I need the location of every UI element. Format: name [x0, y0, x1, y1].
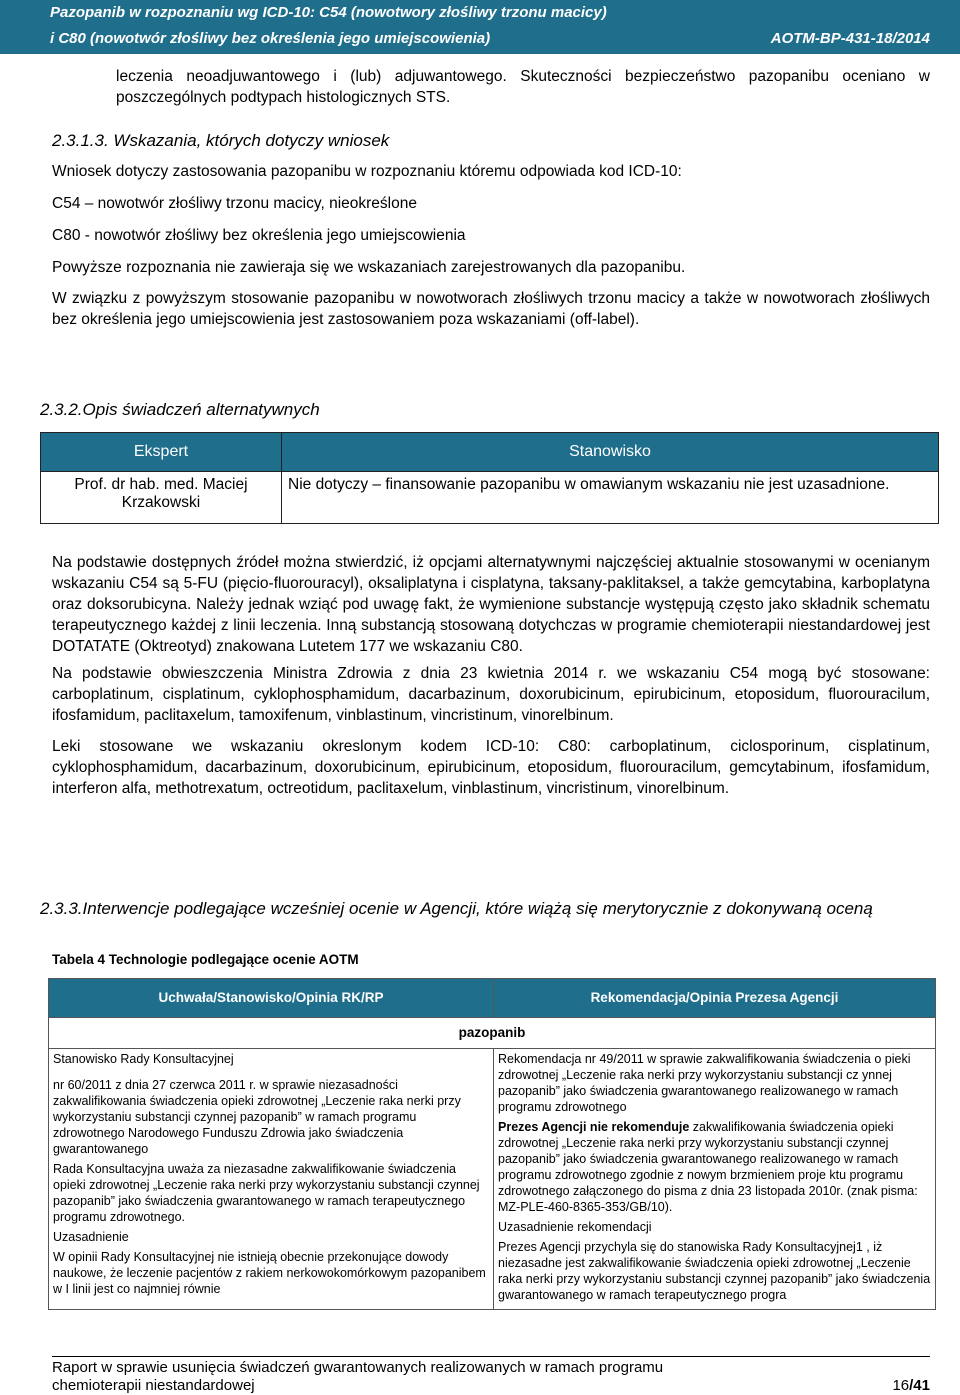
- rk-title: Stanowisko Rady Konsultacyjnej: [53, 1052, 234, 1066]
- page-total: /41: [909, 1377, 930, 1394]
- rk-justification: W opinii Rady Konsultacyjnej nie istnieją obecnie przekonujące dowody naukowe, że leczenie pacjentów z rakiem nerkowokomórkowym pazopanibem w I linii jest co najmniej równie: [53, 1250, 486, 1296]
- rk-justification-label: Uzasadnienie: [53, 1230, 129, 1244]
- section-2-3-2-heading: 2.3.2.Opis świadczeń alternatywnych: [40, 400, 320, 419]
- c54-line: C54 – nowotwór złośliwy trzonu macicy, nieokreślone: [52, 195, 417, 212]
- recommendation-decision: [498, 1119, 931, 1215]
- page-footer: [52, 1356, 930, 1395]
- header-report-code: AOTM-BP-431-18/2014: [770, 30, 930, 47]
- recommendation-justification: Prezes Agencji przychyla się do stanowiska Rady Konsultacyjnej1 , iż niezasadne jest zakwalifikowanie świadczenia opieki zdrowotnej „Leczenie raka nerki przy wykorzystaniu substancji czynnej pazopanib” jako świadczenia gwarantowanego w ramach terapeutycznego progra: [498, 1240, 931, 1302]
- intro-paragraph: leczenia neoadjuwantowego i (lub) adjuwantowego. Skuteczności bezpieczeństwo pazopanibu oceniano w poszczególnych podtypach histologicznych STS.: [116, 68, 930, 106]
- page-header: [0, 0, 960, 54]
- section-2-3-3-heading: 2.3.3.Interwencje podlegające wcześniej ocenie w Agencji, które wiążą się merytorycznie z dokonywaną oceną: [40, 899, 873, 918]
- c80-drugs-paragraph: Leki stosowane we wskazaniu okreslonym kodem ICD-10: C80: carboplatinum, ciclosporinum, cisplatinum, cyklophosphamidum, dacarbazinum, doxorubicinum, epirubicinum, etoposidum, fluorouracilum, gemcytabinum, ifosfamidum, interferon alfa, methotrexatum, octreotidum, paclitaxelum, vinblastinum, vincristinum, vinorelbinum.: [52, 738, 930, 797]
- rk-opinion-cell: [49, 1049, 494, 1310]
- expert-opinion: Nie dotyczy – finansowanie pazopanibu w omawianym wskazaniu nie jest uzasadnione.: [282, 472, 939, 524]
- c80-line: C80 - nowotwór złośliwy bez określenia jego umiejscowienia: [52, 227, 466, 244]
- section-2-3-1-3-heading: 2.3.1.3. Wskazania, których dotyczy wniosek: [52, 131, 390, 150]
- footer-line1: Raport w sprawie usunięcia świadczeń gwarantowanych realizowanych w ramach programu: [52, 1359, 664, 1376]
- page-number: [892, 1377, 930, 1395]
- header-title-line1: Pazopanib w rozpoznaniu wg ICD-10: C54 (nowotwory złośliwy trzonu macicy): [50, 4, 607, 21]
- off-label-note: Powyższe rozpoznania nie zawieraja się we wskazaniach zarejestrowanych dla pazopanibu.: [52, 259, 686, 276]
- drug-name-row: pazopanib: [49, 1018, 936, 1049]
- footer-line2: chemioterapii niestandardowej: [52, 1377, 255, 1394]
- wniosek-paragraph: Wniosek dotyczy zastosowania pazopanibu w rozpoznaniu któremu odpowiada kod ICD-10:: [52, 163, 682, 180]
- alternatives-text: [52, 552, 930, 799]
- rk-column-header: Uchwała/Stanowisko/Opinia RK/RP: [49, 979, 494, 1018]
- header-title-line2: i C80 (nowotwór złośliwy bez określenia jego umiejscowienia): [50, 30, 491, 47]
- rk-statement: Rada Konsultacyjna uważa za niezasadne zakwalifikowanie świadczenia opieki zdrowotnej „Leczenie raka nerki przy wykorzystaniu substancji czynnej pazopanib” jako świadczenia gwarantowanego w ramach terapeutycznego programu zdrowotnego.: [53, 1162, 480, 1224]
- aotm-technologies-table: [48, 978, 936, 1310]
- main-content: [52, 66, 930, 330]
- expert-column-header: Ekspert: [41, 433, 282, 472]
- president-recommendation-cell: [494, 1049, 936, 1310]
- minister-announcement-paragraph: Na podstawie obwieszczenia Ministra Zdrowia z dnia 23 kwietnia 2014 r. we wskazaniu C54 mogą być stosowane: carboplatinum, cisplatinum, cyklophosphamidum, dacarbazinum, doxorubicinum, epirubicinum, etoposidum, fluorouracilum, ifosfamidum, paclitaxelum, tamoxifenum, vinblastinum, vincristinum, vinorelbinum.: [52, 665, 930, 724]
- table-4-caption: Tabela 4 Technologie podlegające ocenie AOTM: [52, 952, 359, 967]
- recommendation-title: Rekomendacja nr 49/2011 w sprawie zakwalifikowania świadczenia o pieki zdrowotnej „Leczenie raka nerki przy wykorzystaniu substancji cz ynnej pazopanib” jako świadczenia gwarantowanego realizowanego w ramach programu zdrowotnego: [498, 1052, 911, 1114]
- recommendation-decision-text: zakwalifikowania świadczenia opieki zdrowotnej „Leczenie raka nerki przy wykorzystaniu substancji czynnej pazopanib” jako świadczenia gwarantowanego realizowanego w ramach programu zdrowotnego zgodnie z nowym brzmieniem proje ktu programu zdrowotnego załączonego do pisma z dnia 23 listopada 2010r. (znak pisma: MZ-PLE-460-8365-353/GB/10).: [498, 1120, 918, 1214]
- page-current: 16: [892, 1377, 910, 1394]
- opinion-column-header: Stanowisko: [282, 433, 939, 472]
- expert-name: Prof. dr hab. med. Maciej Krzakowski: [41, 472, 282, 524]
- expert-opinion-table: [40, 432, 939, 524]
- rk-resolution: nr 60/2011 z dnia 27 czerwca 2011 r. w sprawie niezasadności zakwalifikowania świadczenia opieki zdrowotnej „Leczenie raka nerki przy wykorzystaniu substancji czynnej pazopanib” w ramach programu zdrowotnego Narodowego Funduszu Zdrowia jako świadczenia gwarantowanego: [53, 1078, 461, 1156]
- recommendation-decision-bold: Prezes Agencji nie rekomenduje: [498, 1120, 690, 1134]
- alternatives-paragraph: Na podstawie dostępnych źródeł można stwierdzić, iż opcjami alternatywnymi najczęściej aktualnie stosowanymi w ocenianym wskazaniu C54 są 5-FU (pięcio-fluorouracyl), oksaliplatyna i cisplatyna, taksany-paklitaksel, a także gemcytabina, karboplatyna oraz doksorubicyna. Należy jednak wziąć pod uwagę fakt, że wymienione substancje występują często jako składnik schematu terapeutycznego każdej z linii leczenia. Inną substancją stosowaną dotychczas w programie chemioterapii niestandardowej jest DOTATATE (Oktreotyd) znakowana Lutetem 177 we wskazaniu C80.: [52, 554, 930, 655]
- president-column-header: Rekomendacja/Opinia Prezesa Agencji: [494, 979, 936, 1018]
- off-label-paragraph: W związku z powyższym stosowanie pazopanibu w nowotworach złośliwych trzonu macicy a także w nowotworach złośliwych bez określenia jego umiejscowienia jest zastosowaniem poza wskazaniami (off-label).: [52, 290, 930, 328]
- recommendation-justification-label: Uzasadnienie rekomendacji: [498, 1220, 652, 1234]
